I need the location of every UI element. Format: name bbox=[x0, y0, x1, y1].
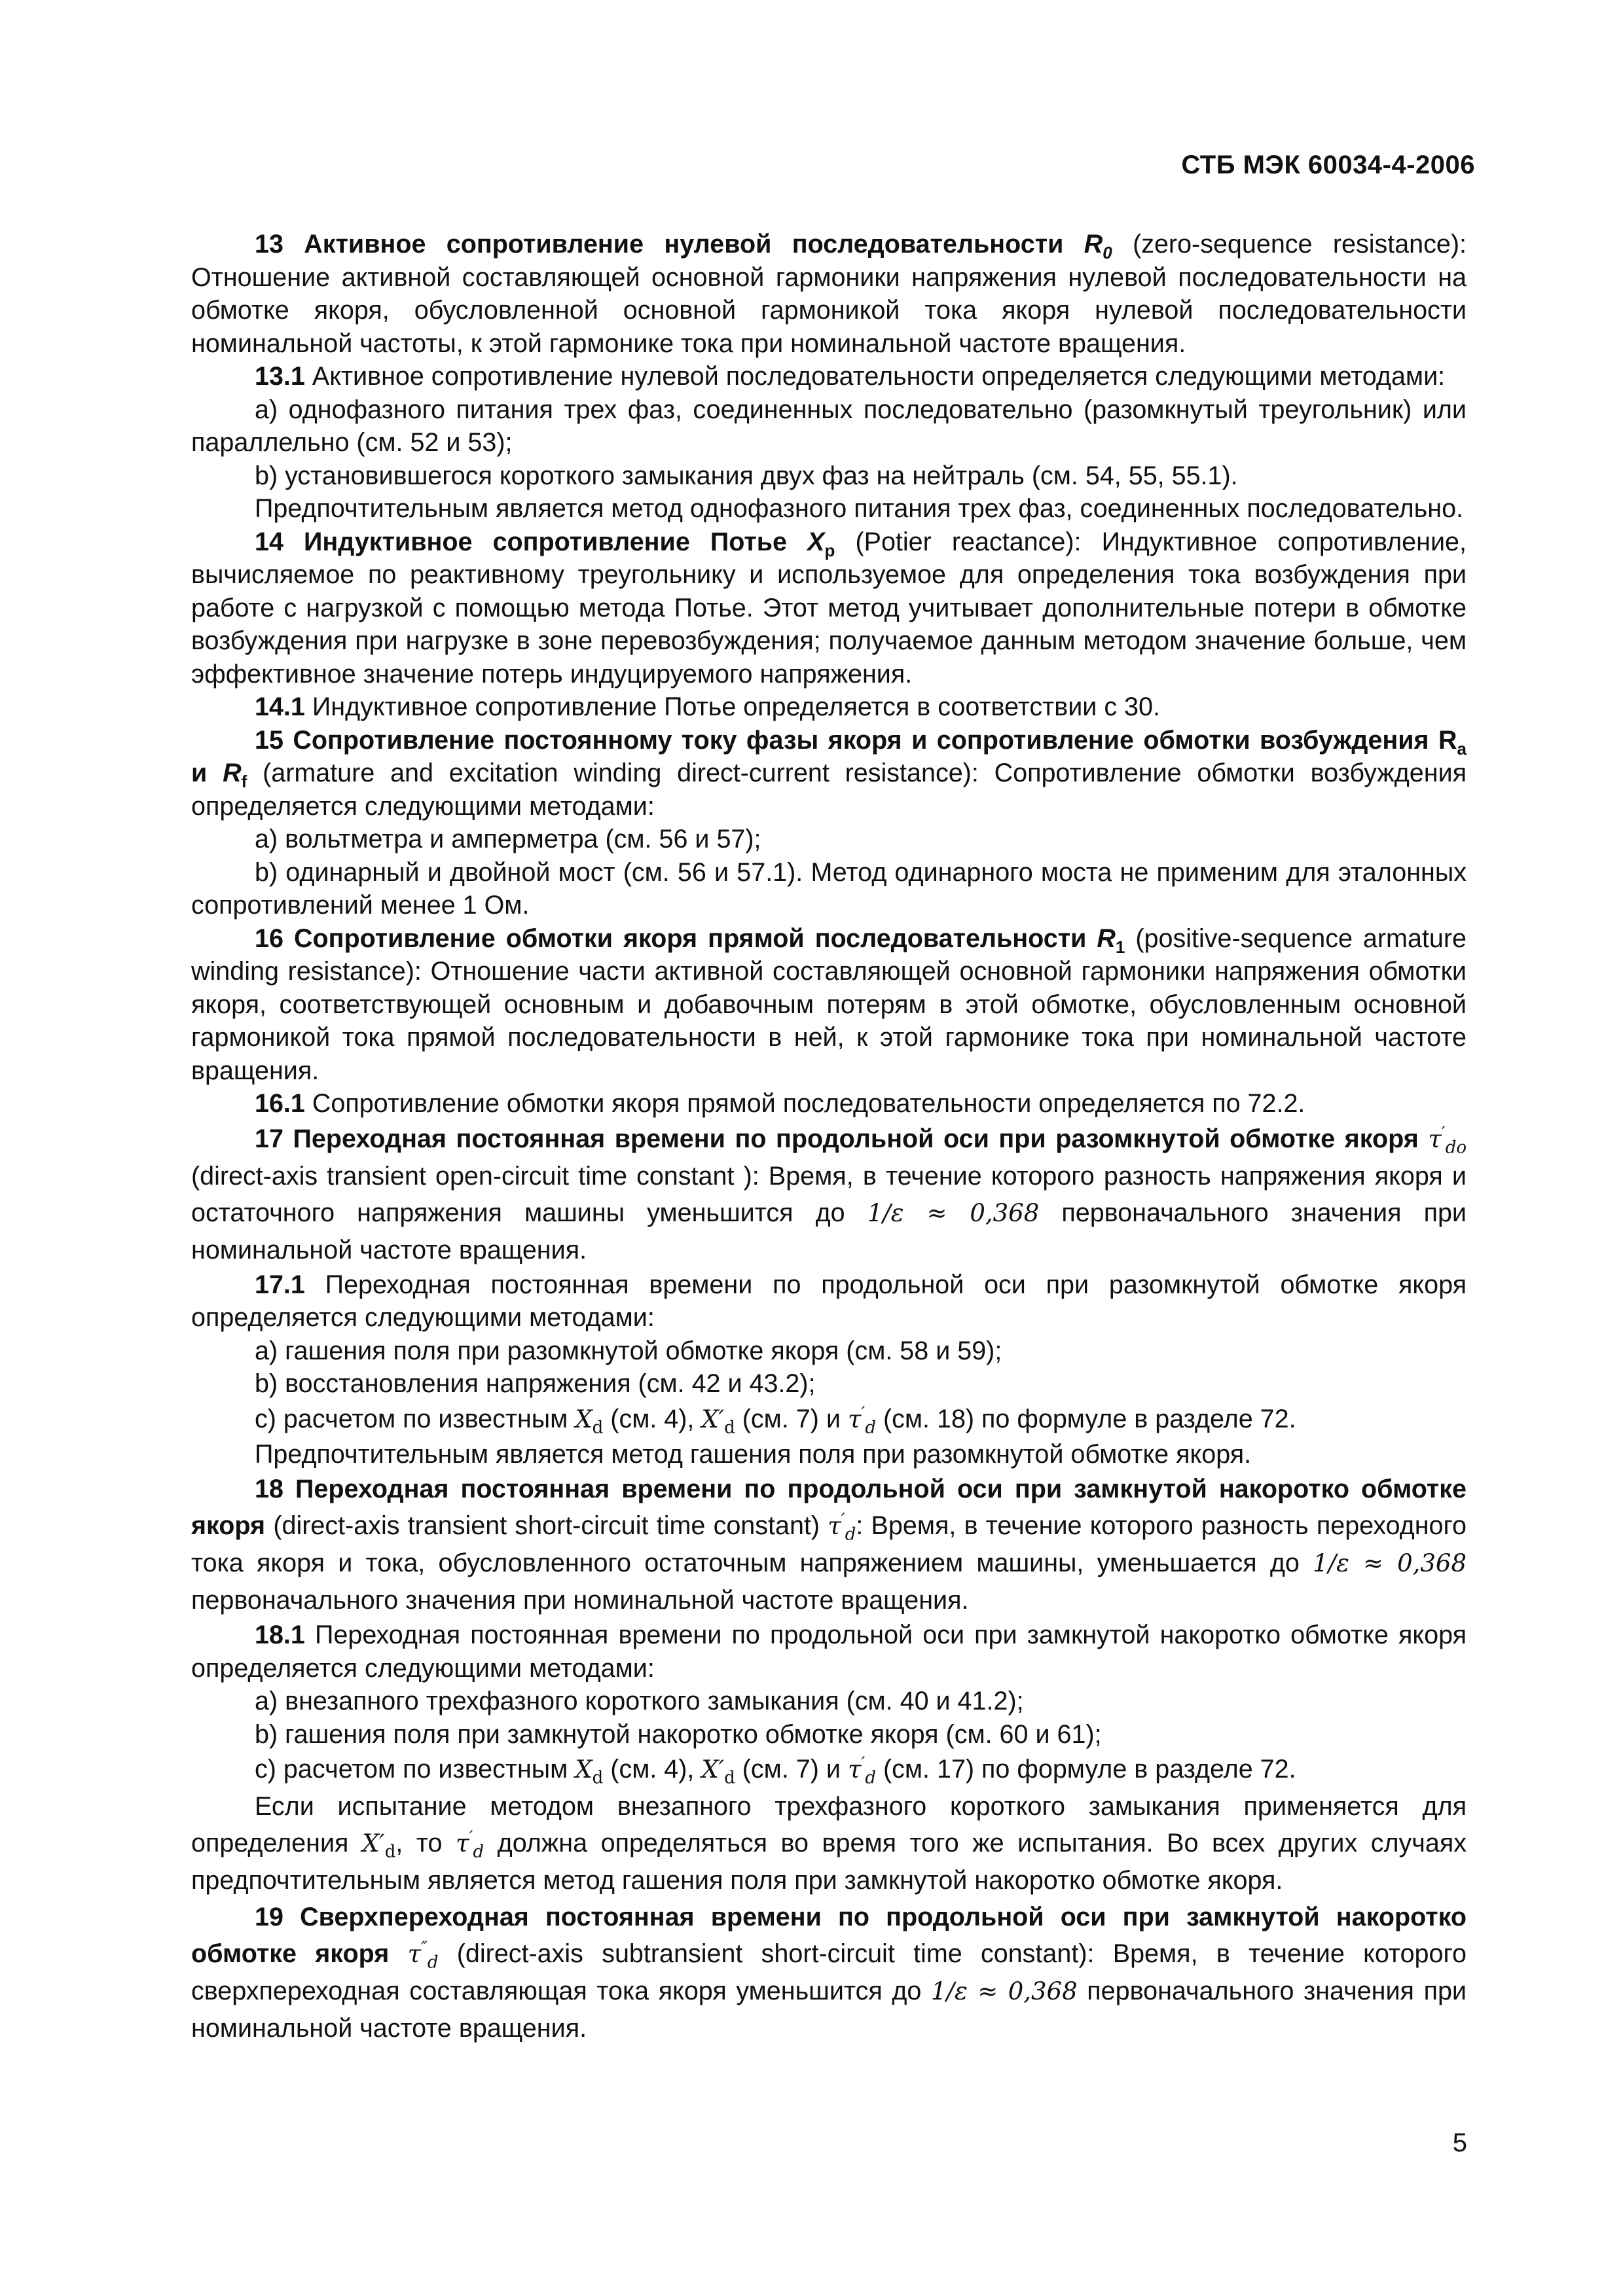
clause-text: первоначального значения при номинальной частоте вращения. bbox=[191, 1586, 969, 1615]
clause-text: Переходная постоянная времени по продольной оси при разомкнутой обмотке якоря определяется следующими методами: bbox=[191, 1270, 1467, 1332]
clause-text: (direct-axis transient open-circuit time constant ): Время, в течение которого разность напряжения якоря и остаточного напряжения машины уменьшится до bbox=[191, 1161, 1467, 1227]
list-item: a) внезапного трехфазного короткого замыкания (см. 40 и 41.2); bbox=[255, 1687, 1024, 1715]
clause-title: Переходная постоянная времени по продольной оси при замкнутой накоротко обмотке якоря bbox=[191, 1475, 1467, 1540]
clause-14 bbox=[191, 526, 1467, 691]
clause-text: Переходная постоянная времени по продольной оси при замкнутой накоротко обмотке якоря определяется следующими методами: bbox=[191, 1621, 1467, 1683]
list-item: a) вольтметра и амперметра (см. 56 и 57); bbox=[255, 825, 761, 853]
clause-title: Переходная постоянная времени по продольной оси при разомкнутой обмотке якоря bbox=[293, 1124, 1419, 1153]
standard-code-header: СТБ МЭК 60034-4-2006 bbox=[1181, 151, 1475, 179]
clause-number: 17 bbox=[255, 1124, 283, 1153]
clause-text: Активное сопротивление нулевой последовательности определяется следующими методами: bbox=[312, 362, 1446, 391]
symbol-tau-d: $\tau'_d$ bbox=[847, 1753, 876, 1788]
clause-number: 16.1 bbox=[255, 1089, 305, 1118]
clause-number: 15 bbox=[255, 725, 283, 755]
clause-18-1 bbox=[191, 1619, 1467, 1685]
clause-title: Сопротивление постоянному току фазы якоря и сопротивление обмотки возбуждения bbox=[293, 725, 1429, 755]
symbol-rf: $R_f$ bbox=[223, 759, 247, 791]
list-item: c) расчетом по известным $X_d$ (см. 4), $X'_d$ (см. 7) и $\tau'_d$ (см. 17) по формуле в разделе 72. bbox=[255, 1753, 1296, 1788]
clause-19 bbox=[191, 1899, 1467, 2047]
conjunction: и bbox=[191, 759, 208, 787]
formula-ratio: 1/ε ≈ 0,368 bbox=[867, 1198, 1040, 1227]
symbol-tau-d: $\tau'_d$ bbox=[847, 1403, 876, 1437]
clause-text: (positive-sequence armature winding resistance): Отношение части активной составляющей основной гармоники напряжения обмотки якоря, соответствующей основным и добавочным потерям в этой обмотке, обусловленным основной гармоникой тока прямой последовательности в ней, к этой гармонике тока при номинальной частоте вращения. bbox=[191, 924, 1467, 1085]
clause-number: 13.1 bbox=[255, 362, 305, 391]
clause-title: Сверхпереходная постоянная времени по продольной оси при замкнутой накоротко обмотке якоря bbox=[191, 1903, 1467, 1968]
symbol-xd-prime: $X'_d$ bbox=[701, 1755, 735, 1788]
clause-text: Сопротивление обмотки якоря прямой последовательности определяется по 72.2. bbox=[312, 1089, 1305, 1118]
clause-text: (Potier reactance): Индуктивное сопротивление, вычисляемое по реактивному треугольнику и используемое для определения тока возбуждения при работе с нагрузкой с помощью метода Потье. Этот метод учитывает дополнительные потери в обмотке возбуждения при нагрузке в зоне перевозбуждения; получаемое данным методом значение больше, чем эффективное значение потерь индуцируемого напряжения. bbox=[191, 527, 1467, 689]
symbol-xd-prime: $X'_d$ bbox=[701, 1405, 735, 1437]
note-paragraph: Если испытание методом внезапного трехфазного короткого замыкания применяется для определения $X'_d$, то $\tau'_d$ должна определяться во время того же испытания. Во всех других случаях предпочтительным является метод гашения поля при замкнутой накоротко обмотке якоря. bbox=[191, 1792, 1467, 1895]
symbol-tau-d: $\tau'_d$ bbox=[828, 1510, 856, 1545]
list-item: a) однофазного питания трех фаз, соединенных последовательно (разомкнутый треугольник) или параллельно (см. 52 и 53); bbox=[191, 395, 1467, 457]
page-number: 5 bbox=[1452, 2128, 1467, 2157]
clause-number: 14 bbox=[255, 527, 283, 556]
preferred-method-note: Предпочтительным является метод однофазного питания трех фаз, соединенных последовательно. bbox=[255, 494, 1464, 523]
clause-number: 18 bbox=[255, 1475, 283, 1503]
clause-15 bbox=[191, 724, 1467, 823]
symbol-tau-d: $\tau'_d$ bbox=[456, 1827, 484, 1862]
clause-number: 19 bbox=[255, 1903, 283, 1931]
clause-title: Активное сопротивление нулевой последовательности bbox=[304, 230, 1064, 259]
clause-text: (armature and excitation winding direct-current resistance): Сопротивление обмотки возбуждения определяется следующими методами: bbox=[191, 759, 1467, 821]
symbol-xd: $X_d$ bbox=[575, 1755, 604, 1788]
clause-13-1 bbox=[191, 360, 1467, 393]
clause-text: Индуктивное сопротивление Потье определяется в соответствии с 30. bbox=[312, 692, 1160, 721]
symbol-xp: $X_p$ bbox=[807, 527, 835, 560]
clause-text: (direct-axis subtransient short-circuit time constant): Время, в течение которого сверхпереходная составляющая тока якоря уменьшится до bbox=[191, 1939, 1467, 2005]
clause-text: первоначального значения при номинальной частоте вращения. bbox=[191, 1198, 1467, 1265]
clause-number: 14.1 bbox=[255, 692, 305, 721]
symbol-xd: $X_d$ bbox=[575, 1405, 604, 1437]
formula-ratio: 1/ε ≈ 0,368 bbox=[931, 1977, 1078, 2005]
clause-text: первоначального значения при номинальной частоте вращения. bbox=[191, 1977, 1467, 2043]
clause-text: : Время, в течение которого разность переходного тока якоря и тока, обусловленного остаточным напряжением машины, уменьшается до bbox=[191, 1511, 1467, 1577]
clause-14-1 bbox=[191, 691, 1467, 724]
clause-17 bbox=[191, 1121, 1467, 1268]
clause-number: 16 bbox=[255, 924, 283, 953]
formula-ratio: 1/ε ≈ 0,368 bbox=[1313, 1549, 1467, 1577]
list-item: a) гашения поля при разомкнутой обмотке якоря (см. 58 и 59); bbox=[255, 1336, 1002, 1365]
clause-text: (zero-sequence resistance): Отношение активной составляющей основной гармоники напряжения нулевой последовательности на обмотке якоря, обусловленной основной гармоникой тока якоря нулевой последовательности номинальной частоты, к этой гармонике тока при номинальной частоте вращения. bbox=[191, 230, 1467, 358]
clause-17-1 bbox=[191, 1268, 1467, 1335]
symbol-xd-prime: $X'_d$ bbox=[361, 1829, 396, 1862]
document-body bbox=[191, 228, 1467, 2047]
clause-number: 17.1 bbox=[255, 1270, 305, 1299]
clause-16-1 bbox=[191, 1087, 1467, 1121]
symbol-tau-do: $\tau'_{do}$ bbox=[1428, 1123, 1467, 1157]
symbol-tau-d-double-prime: $\tau''_d$ bbox=[407, 1938, 439, 1973]
clause-number: 18.1 bbox=[255, 1621, 305, 1649]
clause-text: (direct-axis transient short-circuit time constant) bbox=[273, 1511, 820, 1540]
symbol-ra: $R_a$ bbox=[1438, 725, 1467, 759]
clause-number: 13 bbox=[255, 230, 283, 259]
list-item: b) восстановления напряжения (см. 42 и 43.2); bbox=[255, 1369, 816, 1398]
preferred-method-note: Предпочтительным является метод гашения поля при разомкнутой обмотке якоря. bbox=[255, 1439, 1252, 1469]
clause-title: Индуктивное сопротивление Потье bbox=[304, 527, 788, 556]
list-item: b) установившегося короткого замыкания двух фаз на нейтраль (см. 54, 55, 55.1). bbox=[255, 461, 1238, 490]
clause-13 bbox=[191, 228, 1467, 360]
symbol-r0: $R_0$ bbox=[1084, 230, 1112, 262]
list-item: b) одинарный и двойной мост (см. 56 и 57.1). Метод одинарного моста не применим для эталонных сопротивлений менее 1 Ом. bbox=[191, 857, 1467, 920]
clause-title: Сопротивление обмотки якоря прямой последовательности bbox=[293, 924, 1087, 953]
clause-16 bbox=[191, 922, 1467, 1088]
symbol-r1: $R_1$ bbox=[1097, 924, 1125, 957]
list-item: b) гашения поля при замкнутой накоротко обмотке якоря (см. 60 и 61); bbox=[255, 1719, 1102, 1749]
clause-18 bbox=[191, 1471, 1467, 1619]
list-item: c) расчетом по известным $X_d$ (см. 4), $X'_d$ (см. 7) и $\tau'_d$ (см. 18) по формуле в разделе 72. bbox=[255, 1403, 1296, 1437]
